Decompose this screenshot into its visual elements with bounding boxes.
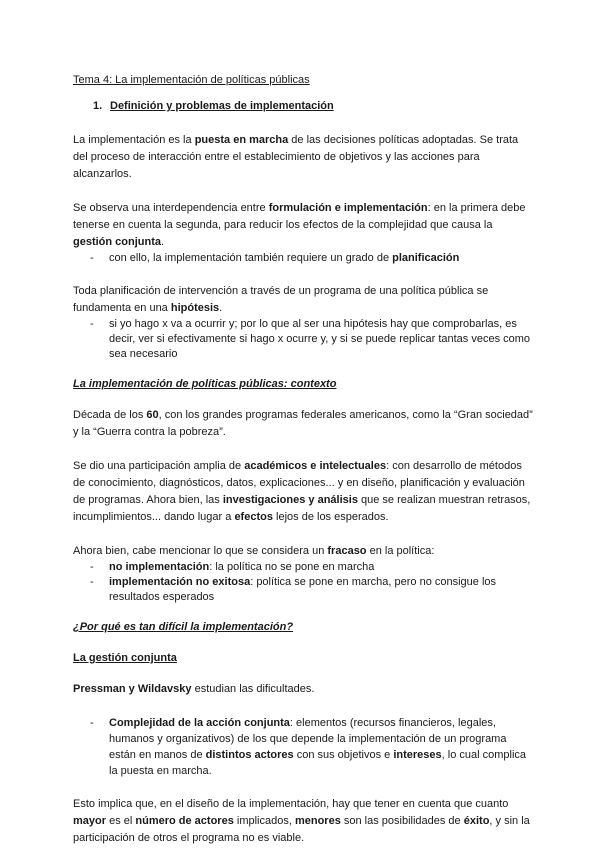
bullet-list-planning xyxy=(73,251,533,266)
list-item: - implementación no exitosa: política se pone en marcha, pero no consigue los resultados esperados xyxy=(90,576,497,603)
paragraph-hypothesis: Toda planificación de intervención a través de un programa de una política pública se fundamenta en una hipótesis. xyxy=(73,285,489,314)
document-page xyxy=(73,72,533,847)
paragraph-authors: Pressman y Wildavsky estudian las dificultades. xyxy=(73,683,315,695)
section-number: 1. xyxy=(93,100,103,112)
paragraph-interdependence: Se observa una interdependencia entre formulación e implementación: en la primera debe tenerse en cuenta la segunda, para reducir los efectos de la complejidad que causa la gestión conjunta. xyxy=(73,202,526,248)
paragraph-failure: Ahora bien, cabe mencionar lo que se considera un fracaso en la política: xyxy=(73,545,435,557)
paragraph-definition: La implementación es la puesta en marcha de las decisiones políticas adoptadas. Se trata del proceso de interacción entre el establecimiento de objetivos y las acciones para alcanzarlos. xyxy=(73,134,519,180)
bullet-list-hypothesis xyxy=(73,317,533,362)
heading-context: La implementación de políticas públicas: contexto xyxy=(73,378,337,390)
heading-difficulty: ¿Por qué es tan difícil la implementación? xyxy=(73,621,294,633)
bullet-list-complexity xyxy=(73,715,533,779)
list-item: - no implementación: la política no se pone en marcha xyxy=(90,561,375,573)
paragraph-actors: Esto implica que, en el diseño de la implementación, hay que tener en cuenta que cuanto mayor es el número de actores implicados, menores son las posibilidades de éxito, y sin la participación de otros el programa no es viable. xyxy=(73,798,530,844)
paragraph-academics: Se dio una participación amplia de académicos e intelectuales: con desarrollo de métodos de conocimiento, diagnósticos, datos, explicaciones... y en diseño, planificación y evaluación de programas. Ahora bien, las investigaciones y análisis que se realizan muestran retrasos, incumplimientos... dando lugar a efectos lejos de los esperados. xyxy=(73,460,531,523)
section-heading-1 xyxy=(93,98,533,115)
page-title: Tema 4: La implementación de políticas públicas xyxy=(73,74,310,86)
paragraph-decade: Década de los 60, con los grandes programas federales americanos, como la “Gran sociedad” y la “Guerra contra la pobreza”. xyxy=(73,409,533,438)
list-item: - Complejidad de la acción conjunta: elementos (recursos financieros, legales, humanos y organizativos) de los que depende la implementación de un programa están en manos de distintos actores con sus objetivos e intereses, lo cual complica la puesta en marcha. xyxy=(90,717,527,777)
heading-joint-management: La gestión conjunta xyxy=(73,652,177,664)
section-title: Definición y problemas de implementación xyxy=(110,100,334,112)
list-item: - si yo hago x va a ocurrir y; por lo que al ser una hipótesis hay que comprobarlas, es decir, ver si efectivamente si hago x ocurre y, y si se puede replicar tantas veces como sea necesario xyxy=(90,318,531,360)
list-item: - con ello, la implementación también requiere un grado de planificación xyxy=(90,252,460,264)
bullet-list-failure xyxy=(73,560,533,605)
